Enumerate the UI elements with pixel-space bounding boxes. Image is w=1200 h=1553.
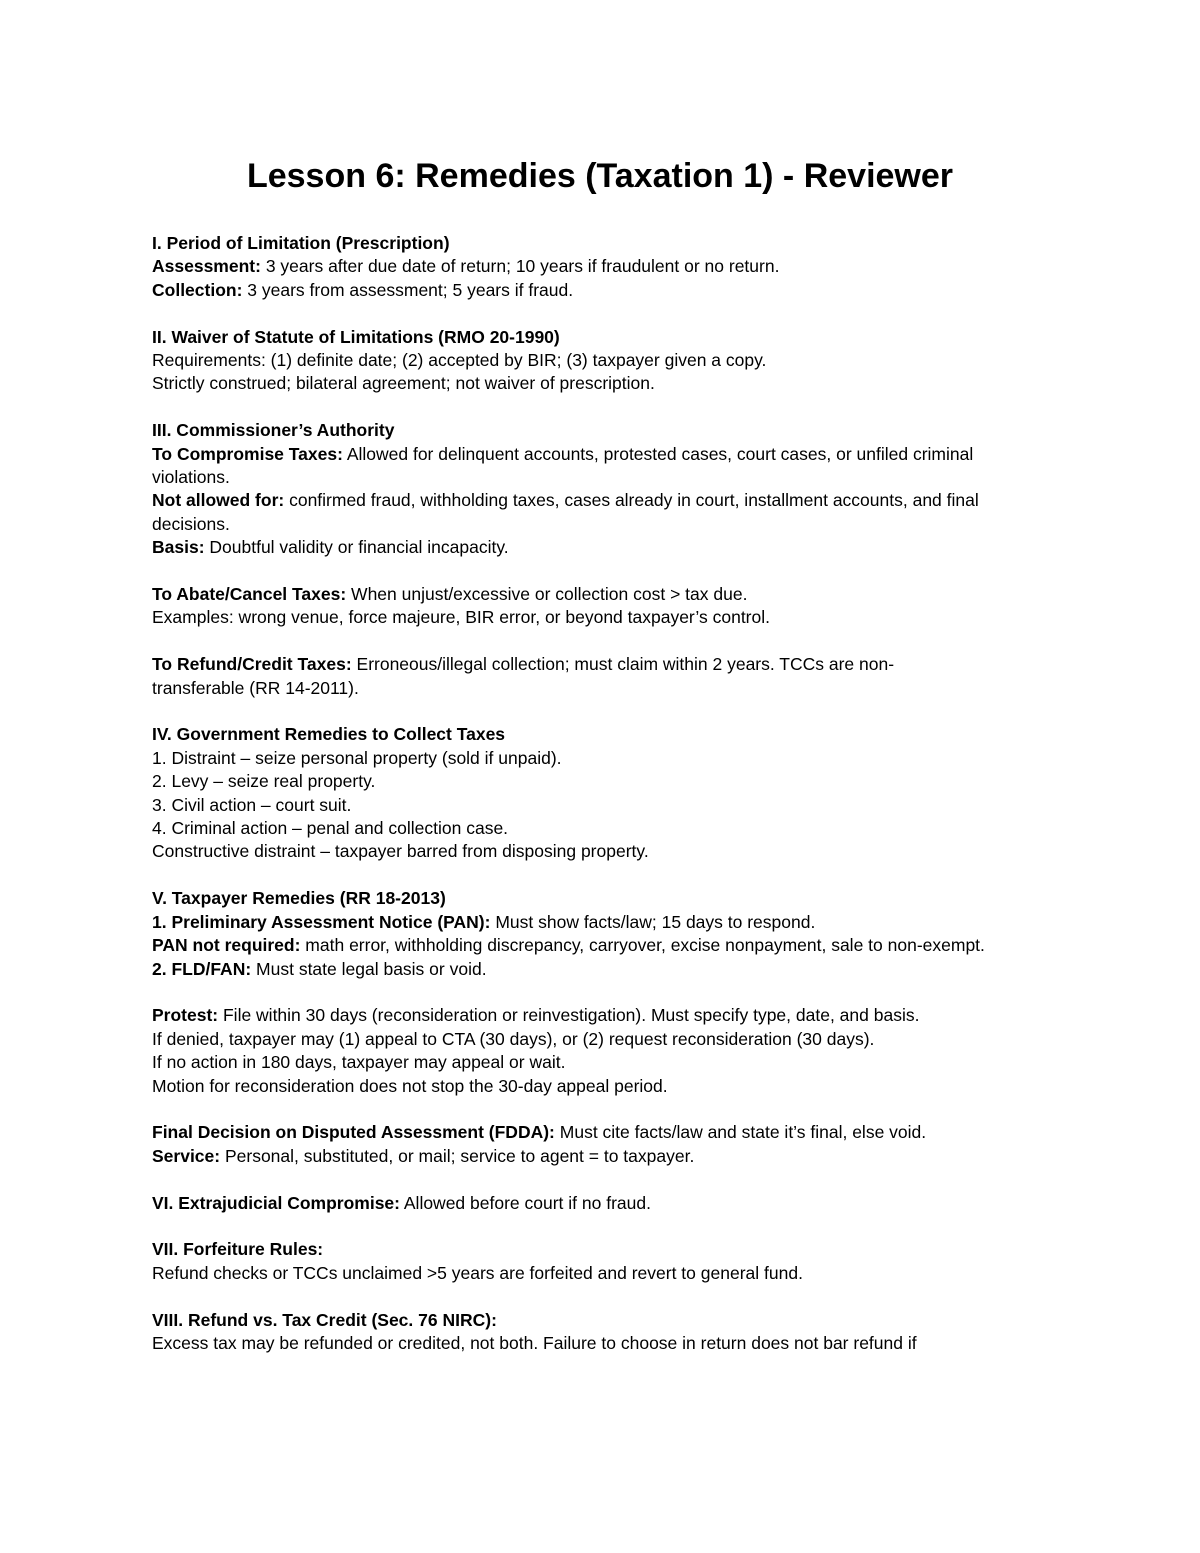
- spacer: [152, 630, 1052, 653]
- abate-line: [152, 583, 1052, 606]
- abate-label: To Abate/Cancel Taxes:: [152, 584, 347, 605]
- service-label: Service:: [152, 1145, 221, 1166]
- assessment-text: 3 years after due date of return; 10 years if fraudulent or no return.: [260, 256, 780, 277]
- section-heading-taxpayer-remedies: V. Taxpayer Remedies (RR 18-2013): [152, 888, 446, 909]
- spacer: [152, 864, 1052, 887]
- assessment-line: [152, 255, 1052, 278]
- protest-text: File within 30 days (reconsideration or reinvestigation). Must specify type, date, and basis.: [218, 1005, 920, 1026]
- collection-line: [152, 279, 1052, 302]
- waiver-construed-line: Strictly construed; bilateral agreement; not waiver of prescription.: [152, 373, 655, 394]
- section-heading-refund-vs-credit: VIII. Refund vs. Tax Credit (Sec. 76 NIRC):: [152, 1309, 497, 1330]
- protest-line: [152, 1004, 1052, 1027]
- spacer: [152, 1168, 1052, 1191]
- basis-line: [152, 536, 1052, 559]
- pan-not-required-text: math error, withholding discrepancy, carryover, excise nonpayment, sale to non-exempt.: [300, 935, 985, 956]
- spacer: [152, 981, 1052, 1004]
- section-heading-forfeiture: VII. Forfeiture Rules:: [152, 1239, 324, 1260]
- spacer: [152, 302, 1052, 325]
- basis-text: Doubtful validity or financial incapacity.: [204, 537, 509, 558]
- basis-label: Basis:: [152, 537, 205, 558]
- fdda-line: [152, 1121, 1052, 1144]
- waiver-requirements-line: Requirements: (1) definite date; (2) accepted by BIR; (3) taxpayer given a copy.: [152, 350, 767, 371]
- constructive-distraint-line: Constructive distraint – taxpayer barred from disposing property.: [152, 841, 649, 862]
- not-allowed-text: confirmed fraud, withholding taxes, cases already in court, installment accounts, and final decisions.: [152, 490, 979, 534]
- refund-line: [152, 653, 952, 700]
- motion-line: Motion for reconsideration does not stop the 30-day appeal period.: [152, 1075, 668, 1096]
- spacer: [152, 1285, 1052, 1308]
- denied-line: If denied, taxpayer may (1) appeal to CTA (30 days), or (2) request reconsideration (30 days).: [152, 1028, 875, 1049]
- spacer: [152, 1215, 1052, 1238]
- pan-not-required-label: PAN not required:: [152, 935, 301, 956]
- section-heading-extrajudicial: VI. Extrajudicial Compromise:: [152, 1192, 400, 1213]
- extrajudicial-text: Allowed before court if no fraud.: [399, 1192, 651, 1213]
- service-text: Personal, substituted, or mail; service to agent = to taxpayer.: [220, 1145, 695, 1166]
- abate-examples-line: Examples: wrong venue, force majeure, BIR error, or beyond taxpayer’s control.: [152, 607, 770, 628]
- refund-text: Erroneous/illegal collection; must claim within 2 years. TCCs are non-transferable (RR 14-2011).: [152, 654, 895, 698]
- pan-line: [152, 911, 1052, 934]
- no-action-line: If no action in 180 days, taxpayer may appeal or wait.: [152, 1052, 566, 1073]
- spacer: [152, 396, 1052, 419]
- not-allowed-line: [152, 489, 1052, 536]
- pan-not-required-line: [152, 934, 992, 957]
- not-allowed-label: Not allowed for:: [152, 490, 285, 511]
- collection-text: 3 years from assessment; 5 years if fraud.: [242, 279, 574, 300]
- service-line: [152, 1145, 1052, 1168]
- section-heading-government-remedies: IV. Government Remedies to Collect Taxes: [152, 724, 506, 745]
- fld-fan-label: 2. FLD/FAN:: [152, 958, 252, 979]
- pan-label: 1. Preliminary Assessment Notice (PAN):: [152, 911, 491, 932]
- compromise-line: [152, 443, 1052, 490]
- section-heading-waiver: II. Waiver of Statute of Limitations (RMO 20-1990): [152, 326, 560, 347]
- spacer: [152, 700, 1052, 723]
- forfeiture-line: Refund checks or TCCs unclaimed >5 years are forfeited and revert to general fund.: [152, 1262, 803, 1283]
- fld-fan-text: Must state legal basis or void.: [251, 958, 487, 979]
- document-title: Lesson 6: Remedies (Taxation 1) - Reviewer: [246, 157, 954, 195]
- collection-label: Collection:: [152, 279, 243, 300]
- refund-label: To Refund/Credit Taxes:: [152, 654, 352, 675]
- fld-fan-line: [152, 958, 1052, 981]
- abate-text: When unjust/excessive or collection cost > tax due.: [346, 584, 748, 605]
- spacer: [152, 560, 1052, 583]
- refund-vs-credit-line: Excess tax may be refunded or credited, not both. Failure to choose in return does not bar refund if: [152, 1332, 917, 1353]
- list-item-civil-action: 3. Civil action – court suit.: [152, 794, 352, 815]
- section-heading-period-of-limitation: I. Period of Limitation (Prescription): [152, 233, 450, 253]
- fdda-text: Must cite facts/law and state it’s final, else void.: [554, 1122, 927, 1143]
- list-item-levy: 2. Levy – seize real property.: [152, 771, 376, 792]
- compromise-label: To Compromise Taxes:: [152, 443, 343, 464]
- spacer: [152, 1098, 1052, 1121]
- document-body: [152, 232, 1052, 1355]
- list-item-distraint: 1. Distraint – seize personal property (sold if unpaid).: [152, 747, 562, 768]
- pan-text: Must show facts/law; 15 days to respond.: [490, 911, 816, 932]
- fdda-label: Final Decision on Disputed Assessment (FDDA):: [152, 1122, 555, 1143]
- list-item-criminal-action: 4. Criminal action – penal and collection case.: [152, 818, 509, 839]
- protest-label: Protest:: [152, 1005, 219, 1026]
- assessment-label: Assessment:: [152, 256, 261, 277]
- extrajudicial-compromise-line: [152, 1192, 1052, 1215]
- compromise-text: Allowed for delinquent accounts, protested cases, court cases, or unfiled criminal violations.: [152, 443, 974, 488]
- section-heading-commissioner-authority: III. Commissioner’s Authority: [152, 420, 395, 441]
